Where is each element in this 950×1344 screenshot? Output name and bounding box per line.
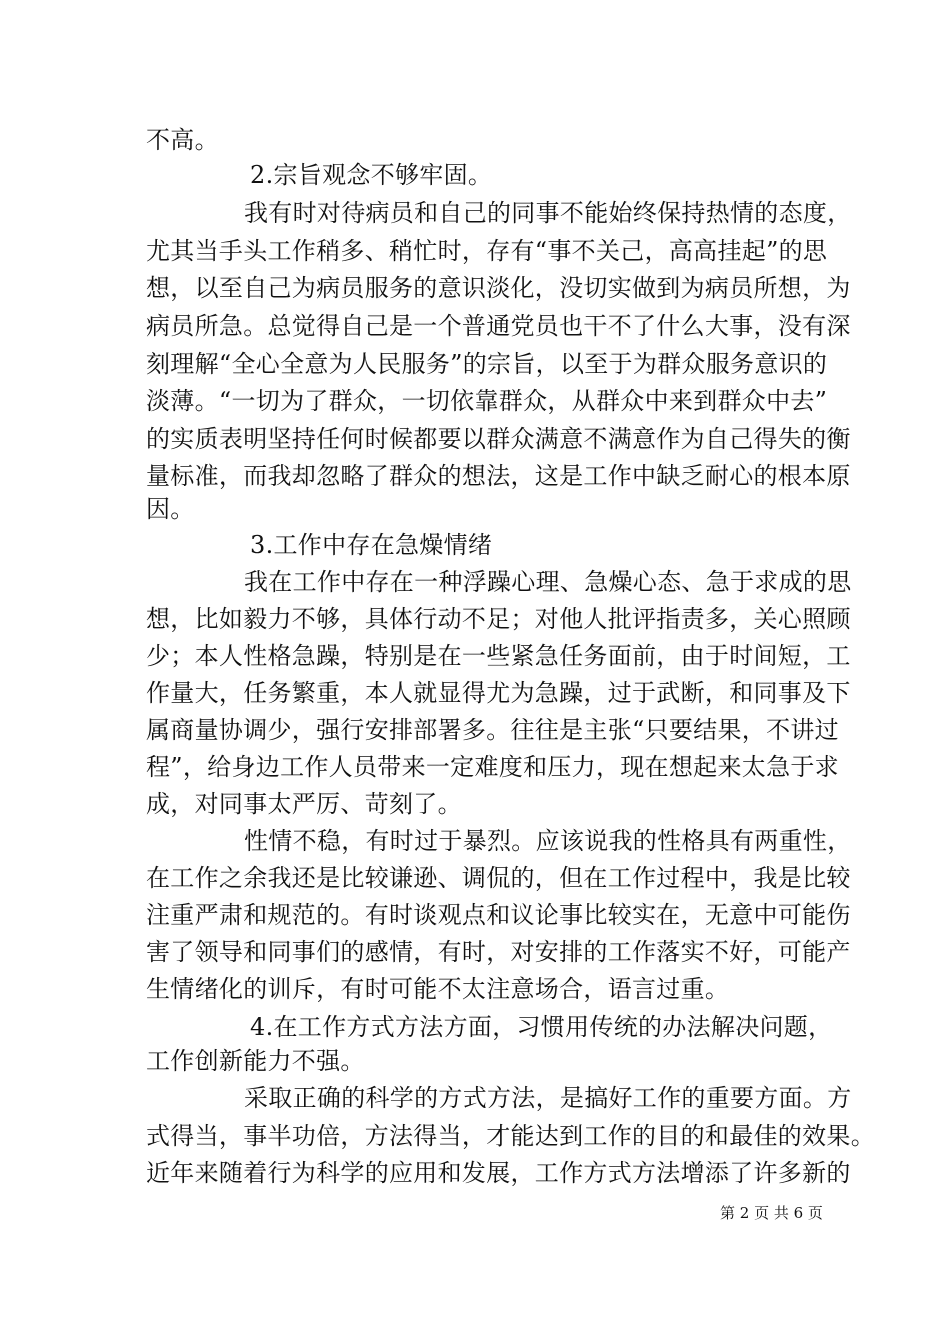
text-line: 在工作之余我还是比较谦逊、调侃的，但在工作过程中，我是比较 xyxy=(146,864,851,892)
text-line: 作量大，任务繁重，本人就显得尤为急躁，过于武断，和同事及下 xyxy=(146,679,851,707)
text-line: 尤其当手头工作稍多、稍忙时，存有“事不关己，高高挂起”的思 xyxy=(146,237,828,265)
text-line: 生情绪化的训斥，有时可能不太注意场合，语言过重。 xyxy=(146,975,730,1003)
text-line: 想，以至自己为病员服务的意识淡化，没切实做到为病员所想，为 xyxy=(146,274,851,302)
text-line: 式得当，事半功倍，方法得当，才能达到工作的目的和最佳的效果。 xyxy=(146,1122,875,1150)
text-line: 害了领导和同事们的感情，有时，对安排的工作落实不好，可能产 xyxy=(146,938,851,966)
text-line: 成，对同事太严厉、苛刻了。 xyxy=(146,790,462,818)
text-line: 想，比如毅力不够，具体行动不足；对他人批评指责多，关心照顾 xyxy=(146,605,851,633)
section-heading: 2.宗旨观念不够牢固。 xyxy=(250,161,493,189)
text-line: 量标准，而我却忽略了群众的想法，这是工作中缺乏耐心的根本原 xyxy=(146,462,851,490)
text-line: 因。 xyxy=(146,495,195,523)
text-line: 的实质表明坚持任何时候都要以群众满意不满意作为自己得失的衡 xyxy=(146,425,851,453)
text-line: 程”，给身边工作人员带来一定难度和压力，现在想起来太急于求 xyxy=(146,753,839,781)
text-line: 近年来随着行为科学的应用和发展，工作方式方法增添了许多新的 xyxy=(146,1159,851,1187)
text-line: 淡薄。“一切为了群众，一切依靠群众，从群众中来到群众中去” xyxy=(146,387,828,415)
text-line: 采取正确的科学的方式方法，是搞好工作的重要方面。方 xyxy=(244,1084,852,1112)
text-line: 我有时对待病员和自己的同事不能始终保持热情的态度， xyxy=(244,199,852,227)
section-heading-continuation: 工作创新能力不强。 xyxy=(146,1047,365,1075)
text-line: 属商量协调少，强行安排部署多。往往是主张“只要结果，不讲过 xyxy=(146,716,839,744)
page-number: 第 2 页 共 6 页 xyxy=(720,1204,823,1222)
section-heading: 4.在工作方式方法方面，习惯用传统的办法解决问题， xyxy=(250,1013,833,1041)
text-line: 刻理解“全心全意为人民服务”的宗旨，以至于为群众服务意识的 xyxy=(146,350,828,378)
text-line: 我在工作中存在一种浮躁心理、急燥心态、急于求成的思 xyxy=(244,568,852,596)
text-line: 不高。 xyxy=(146,126,219,154)
section-heading: 3.工作中存在急燥情绪 xyxy=(250,531,493,559)
text-line: 注重严肃和规范的。有时谈观点和议论事比较实在，无意中可能伤 xyxy=(146,901,851,929)
text-line: 少；本人性格急躁，特别是在一些紧急任务面前，由于时间短，工 xyxy=(146,642,851,670)
text-line: 性情不稳，有时过于暴烈。应该说我的性格具有两重性， xyxy=(244,827,852,855)
text-line: 病员所急。总觉得自己是一个普通党员也干不了什么大事，没有深 xyxy=(146,312,851,340)
